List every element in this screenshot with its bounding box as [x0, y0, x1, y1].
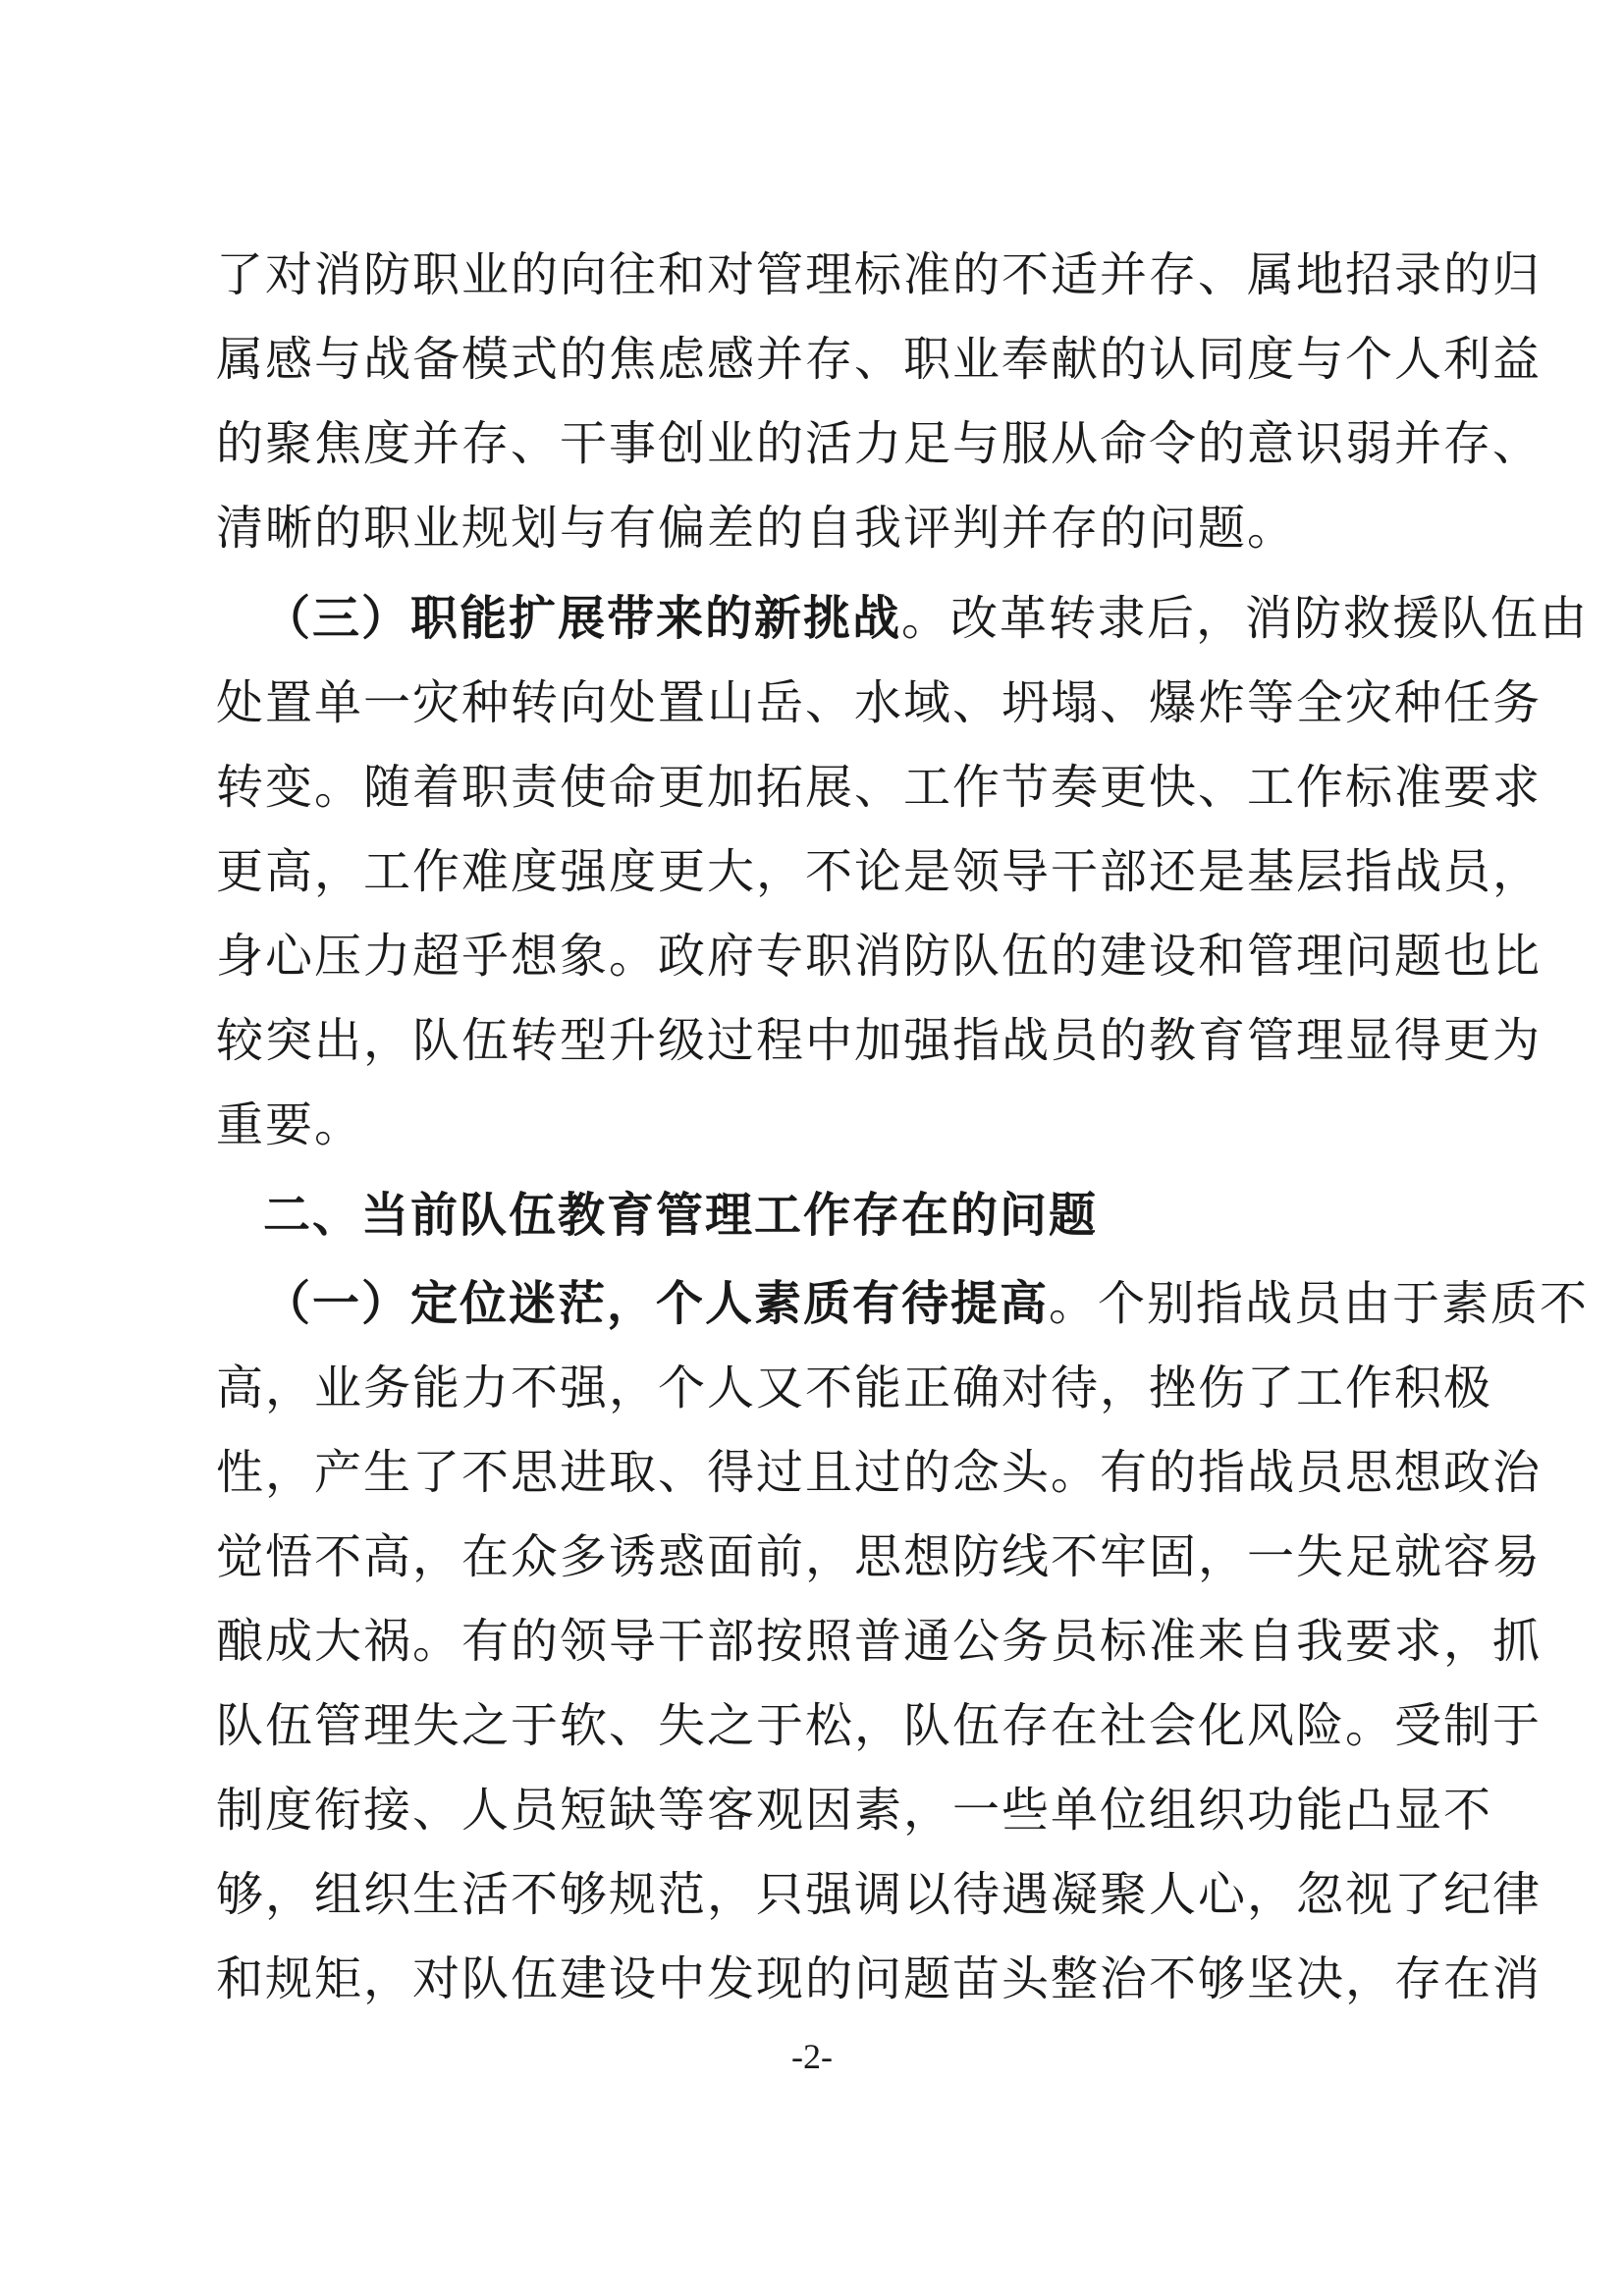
section-heading: 二、当前队伍教育管理工作存在的问题: [263, 1188, 1099, 1243]
paragraph-3-line-7: 制度衔接、人员短缺等客观因素，一些单位组织功能凸显不: [216, 1783, 1493, 1838]
paragraph-2-line-1: [263, 579, 1590, 658]
paragraph-3-line-8: 够，组织生活不够规范，只强调以待遇凝聚人心，忽视了纪律: [216, 1867, 1543, 1922]
paragraph-3-line-1: [263, 1264, 1590, 1343]
paragraph-2-lead: （三）职能扩展带来的新挑战: [263, 591, 902, 646]
paragraph-2-line-7: 重要。: [216, 1097, 364, 1152]
paragraph-2-line-1-rest: 。改革转隶后，消防救援队伍由: [901, 591, 1590, 646]
paragraph-3-line-2: 高，业务能力不强，个人又不能正确对待，挫伤了工作积极: [216, 1361, 1493, 1415]
paragraph-2-line-5: 身心压力超乎想象。政府专职消防队伍的建设和管理问题也比: [216, 929, 1543, 984]
paragraph-1-line-3: 的聚焦度并存、干事创业的活力足与服从命令的意识弱并存、: [216, 416, 1543, 471]
paragraph-2-line-6: 较突出，队伍转型升级过程中加强指战员的教育管理显得更为: [216, 1013, 1543, 1068]
paragraph-3-line-6: 队伍管理失之于软、失之于松，队伍存在社会化风险。受制于: [216, 1698, 1543, 1753]
paragraph-3-line-3: 性，产生了不思进取、得过且过的念头。有的指战员思想政治: [216, 1445, 1543, 1500]
paragraph-1-line-1: 了对消防职业的向往和对管理标准的不适并存、属地招录的归: [216, 247, 1543, 302]
paragraph-2-line-4: 更高，工作难度强度更大，不论是领导干部还是基层指战员，: [216, 844, 1543, 899]
paragraph-1-line-2: 属感与战备模式的焦虑感并存、职业奉献的认同度与个人利益: [216, 332, 1543, 387]
paragraph-2-line-3: 转变。随着职责使命更加拓展、工作节奏更快、工作标准要求: [216, 760, 1543, 815]
paragraph-3-line-9: 和规矩，对队伍建设中发现的问题苗头整治不够坚决，存在消: [216, 1951, 1543, 2006]
paragraph-3-line-1-rest: 。个别指战员由于素质不: [1049, 1276, 1590, 1331]
paragraph-3-lead: （一）定位迷茫，个人素质有待提高: [263, 1276, 1050, 1331]
page-number: -2-: [791, 2037, 833, 2076]
paragraph-3-line-5: 酿成大祸。有的领导干部按照普通公务员标准来自我要求，抓: [216, 1614, 1543, 1669]
paragraph-2-line-2: 处置单一灾种转向处置山岳、水域、坍塌、爆炸等全灾种任务: [216, 675, 1543, 730]
paragraph-3-line-4: 觉悟不高，在众多诱惑面前，思想防线不牢固，一失足就容易: [216, 1529, 1543, 1584]
paragraph-1-line-4: 清晰的职业规划与有偏差的自我评判并存的问题。: [216, 501, 1297, 556]
